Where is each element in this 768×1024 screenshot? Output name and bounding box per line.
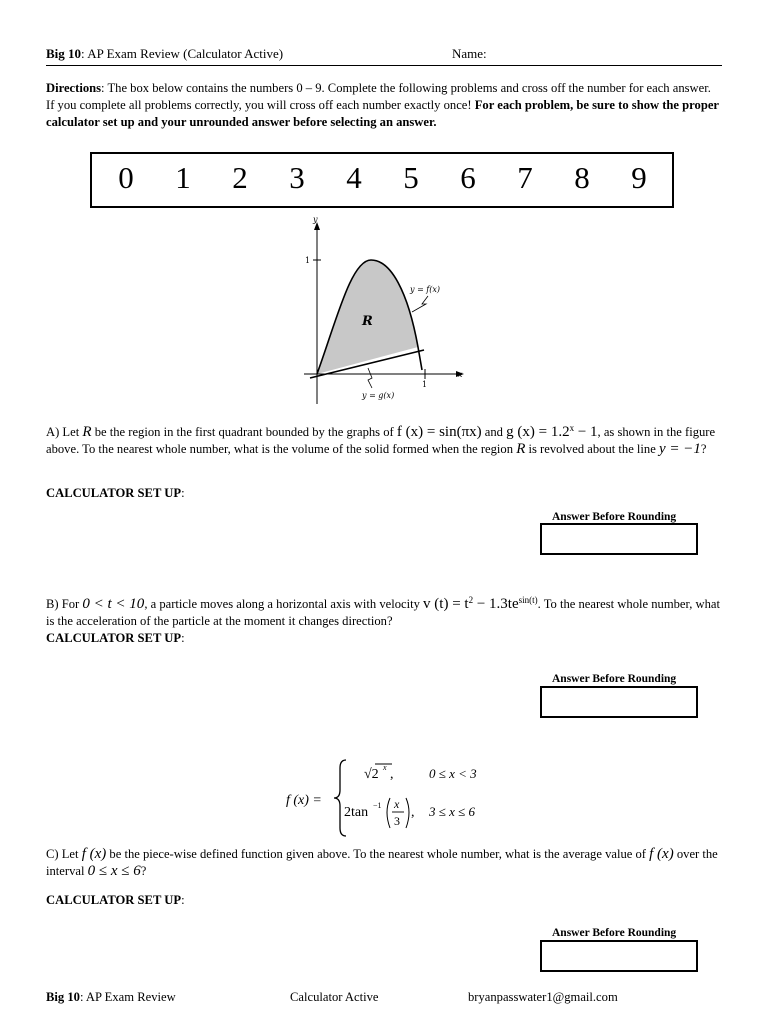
case2-expr: 2tan bbox=[344, 805, 369, 820]
problem-b-setup: CALCULATOR SET UP: bbox=[46, 631, 185, 645]
case1-expr: √2 bbox=[364, 767, 379, 782]
piecewise-brace bbox=[334, 760, 346, 836]
problem-a-text: A) Let R be the region in the first quadrant bounded by the graphs of f (x) = sin(πx) and g $(x) = 1.2^x - 1$, as shown in the figure above. To the nearest whole number, what is the volume of the solid formed when the region R is revolved about the line y = −1? bbox=[46, 423, 716, 458]
x-tick-label: 1 bbox=[422, 380, 428, 389]
directions: Directions: The box below contains the numbers 0 – 9. Complete the following problems and cross off the number for each answer. If you complete all problems correctly, you will cross off each number exactly once! For each problem, be sure to show the proper calculator set up and your unrounded answer before selecting an answer. bbox=[46, 81, 719, 129]
f-curve-label: y = f(x) bbox=[410, 285, 441, 294]
problem-c-setup: CALCULATOR SET UP: bbox=[46, 893, 185, 907]
problem-c-text: C) Let f (x) be the piece-wise defined function given above. To the nearest whole number, what is the average value of f (x) over the interval 0 ≤ x ≤ 6? bbox=[46, 846, 718, 879]
number-4[interactable]: 4 bbox=[346, 160, 362, 195]
answer-label-c: Answer Before Rounding bbox=[552, 927, 677, 939]
g-line-label: y = g(x) bbox=[362, 391, 395, 400]
number-7[interactable]: 7 bbox=[517, 160, 533, 195]
number-2[interactable]: 2 bbox=[232, 160, 248, 195]
case1-exp: x bbox=[383, 763, 387, 772]
piecewise-function bbox=[284, 758, 504, 838]
footer-left: Big 10: AP Exam Review bbox=[46, 990, 176, 1004]
x-axis-label: x bbox=[458, 370, 463, 379]
footer-center: Calculator Active bbox=[290, 990, 379, 1004]
case2-comma: , bbox=[411, 805, 415, 820]
paren-right bbox=[406, 798, 409, 828]
answer-box-b[interactable] bbox=[540, 686, 698, 718]
case2-exp: −1 bbox=[373, 801, 382, 810]
case2-condition: 3 ≤ x ≤ 6 bbox=[429, 804, 476, 819]
header-title: Big 10: AP Exam Review (Calculator Active) bbox=[46, 46, 284, 61]
f-definition: f (x) = sin(πx) bbox=[396, 424, 482, 441]
number-3[interactable]: 3 bbox=[289, 160, 305, 195]
footer-email: bryanpasswater1@gmail.com bbox=[468, 990, 618, 1004]
number-5[interactable]: 5 bbox=[403, 160, 419, 195]
header-rule bbox=[46, 65, 722, 66]
number-0[interactable]: 0 bbox=[118, 160, 134, 195]
g-definition: g (x) = 1.2 bbox=[506, 424, 570, 441]
answer-label-a: Answer Before Rounding bbox=[552, 511, 677, 523]
number-1[interactable]: 1 bbox=[175, 160, 191, 195]
piecewise-lhs: f (x) = bbox=[286, 793, 322, 808]
paren-left bbox=[387, 798, 390, 828]
answer-label-b: Answer Before Rounding bbox=[552, 673, 677, 685]
answer-box-c[interactable] bbox=[540, 940, 698, 972]
g-label-pointer bbox=[368, 368, 372, 388]
number-box bbox=[90, 152, 674, 208]
case1-comma: , bbox=[390, 767, 394, 782]
case1-condition: 0 ≤ x < 3 bbox=[429, 766, 477, 781]
region-figure bbox=[296, 212, 476, 412]
y-axis-label: y bbox=[313, 215, 318, 224]
region-label: R bbox=[362, 314, 373, 329]
name-label: Name: bbox=[452, 46, 487, 61]
case2-den: 3 bbox=[394, 814, 400, 828]
y-tick-label: 1 bbox=[305, 256, 311, 265]
number-6[interactable]: 6 bbox=[460, 160, 476, 195]
velocity-definition: v (t) = t bbox=[423, 596, 469, 613]
number-9[interactable]: 9 bbox=[631, 160, 647, 195]
number-8[interactable]: 8 bbox=[574, 160, 590, 195]
problem-b-text: B) For 0 < t < 10, a particle moves along a horizontal axis with velocity v $(t) = t^2 - 1.3te^{sin(t)}$. To the nearest whole number, what is the acceleration of the particle at the moment it changes direction? bbox=[46, 595, 720, 629]
answer-box-a[interactable] bbox=[540, 523, 698, 555]
case2-num: x bbox=[394, 797, 400, 811]
problem-a-setup: CALCULATOR SET UP: bbox=[46, 486, 185, 500]
f-label-pointer bbox=[412, 296, 428, 312]
